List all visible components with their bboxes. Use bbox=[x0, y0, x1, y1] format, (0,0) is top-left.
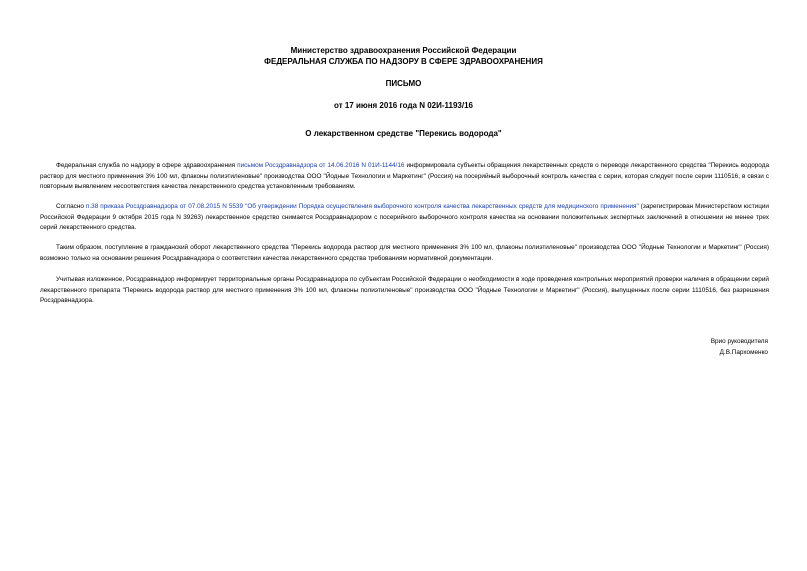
link-letter-14-06-2016[interactable]: письмом Росздравнадзора от 14.06.2016 N 01И-1144/16 bbox=[237, 162, 405, 169]
ministry-name: Министерство здравоохранения Российской Федерации bbox=[290, 46, 517, 55]
service-name: ФЕДЕРАЛЬНАЯ СЛУЖБА ПО НАДЗОРУ В СФЕРЕ ЗДРАВООХРАНЕНИЯ bbox=[264, 57, 543, 66]
doc-date-number: от 17 июня 2016 года N 02И-1193/16 bbox=[334, 101, 473, 110]
header-ministry bbox=[0, 46, 807, 56]
signature-name: Д.В.Пархоменко bbox=[719, 349, 768, 356]
header-date-number bbox=[0, 101, 807, 111]
paragraph-3-text: Таким образом, поступление в гражданский оборот лекарственного средства "Перекись водорода раствор для местного применения 3% 100 мл, флаконы полиэтиленовые" производства ООО "Йодные Технологии и Маркетинг" (Россия) возможно только на основании решения Росздравнадзора о соответствии качества лекарственного средства требованиям нормативной документации. bbox=[40, 244, 769, 262]
header-doc-type bbox=[0, 79, 807, 89]
paragraph-2-after: (зарегистрирован Министерством юстиции Российской Федерации 9 октября 2015 года N 39263) лекарственное средство снимается Росздравнадзором с посерийного выборочного контроля качества на основании положительных экспертных заключений в отношении не менее трех серий лекарственного средства. bbox=[40, 203, 770, 231]
paragraph-2-before: Согласно bbox=[56, 203, 86, 210]
paragraph-4 bbox=[40, 275, 769, 307]
link-order-title[interactable]: "Об утверждении Порядка осуществления выборочного контроля качества лекарственных средств для медицинского применения" bbox=[245, 203, 639, 210]
paragraph-1 bbox=[40, 161, 769, 193]
paragraph-1-before: Федеральная служба по надзору в сфере здравоохранения bbox=[56, 162, 238, 169]
paragraph-1-after: информировала субъекты обращения лекарственных средств о переводе лекарственного средства "Перекись водорода раствор для местного применения 3% 100 мл, флаконы полиэтиленовые" производства ООО "Йодные Технологии и Маркетинг" (Россия) на посерийный выборочный контроль качества с серии, которая следует после серии 1110516, в связи с повторным выявлением несоответствия качества лекарственного средства установленным требованиям. bbox=[40, 162, 769, 190]
doc-subject: О лекарственном средстве "Перекись водорода" bbox=[305, 129, 502, 138]
signature-title: Врио руководителя bbox=[710, 338, 768, 345]
paragraph-3 bbox=[40, 243, 769, 264]
paragraph-4-text: Учитывая изложенное, Росздравнадзор информирует территориальные органы Росздравнадзора по субъектам Российской Федерации о необходимости в ходе проведения контрольных мероприятий проверки наличия в обращении серий лекарственного препарата "Перекись водорода раствор для местного применения 3% 100 мл, флаконы полиэтиленовые" производства ООО "Йодные Технологии и Маркетинг" (Россия), выпущенных после серии 1110516, без разрешения Росздравнадзора. bbox=[40, 276, 769, 304]
link-order-item-38[interactable]: п.38 приказа Росздравнадзора от 07.08.2015 N 5539 bbox=[85, 203, 244, 210]
header-subject bbox=[0, 129, 807, 139]
header-service bbox=[0, 57, 807, 67]
paragraph-2 bbox=[40, 202, 769, 234]
doc-type: ПИСЬМО bbox=[385, 79, 422, 88]
